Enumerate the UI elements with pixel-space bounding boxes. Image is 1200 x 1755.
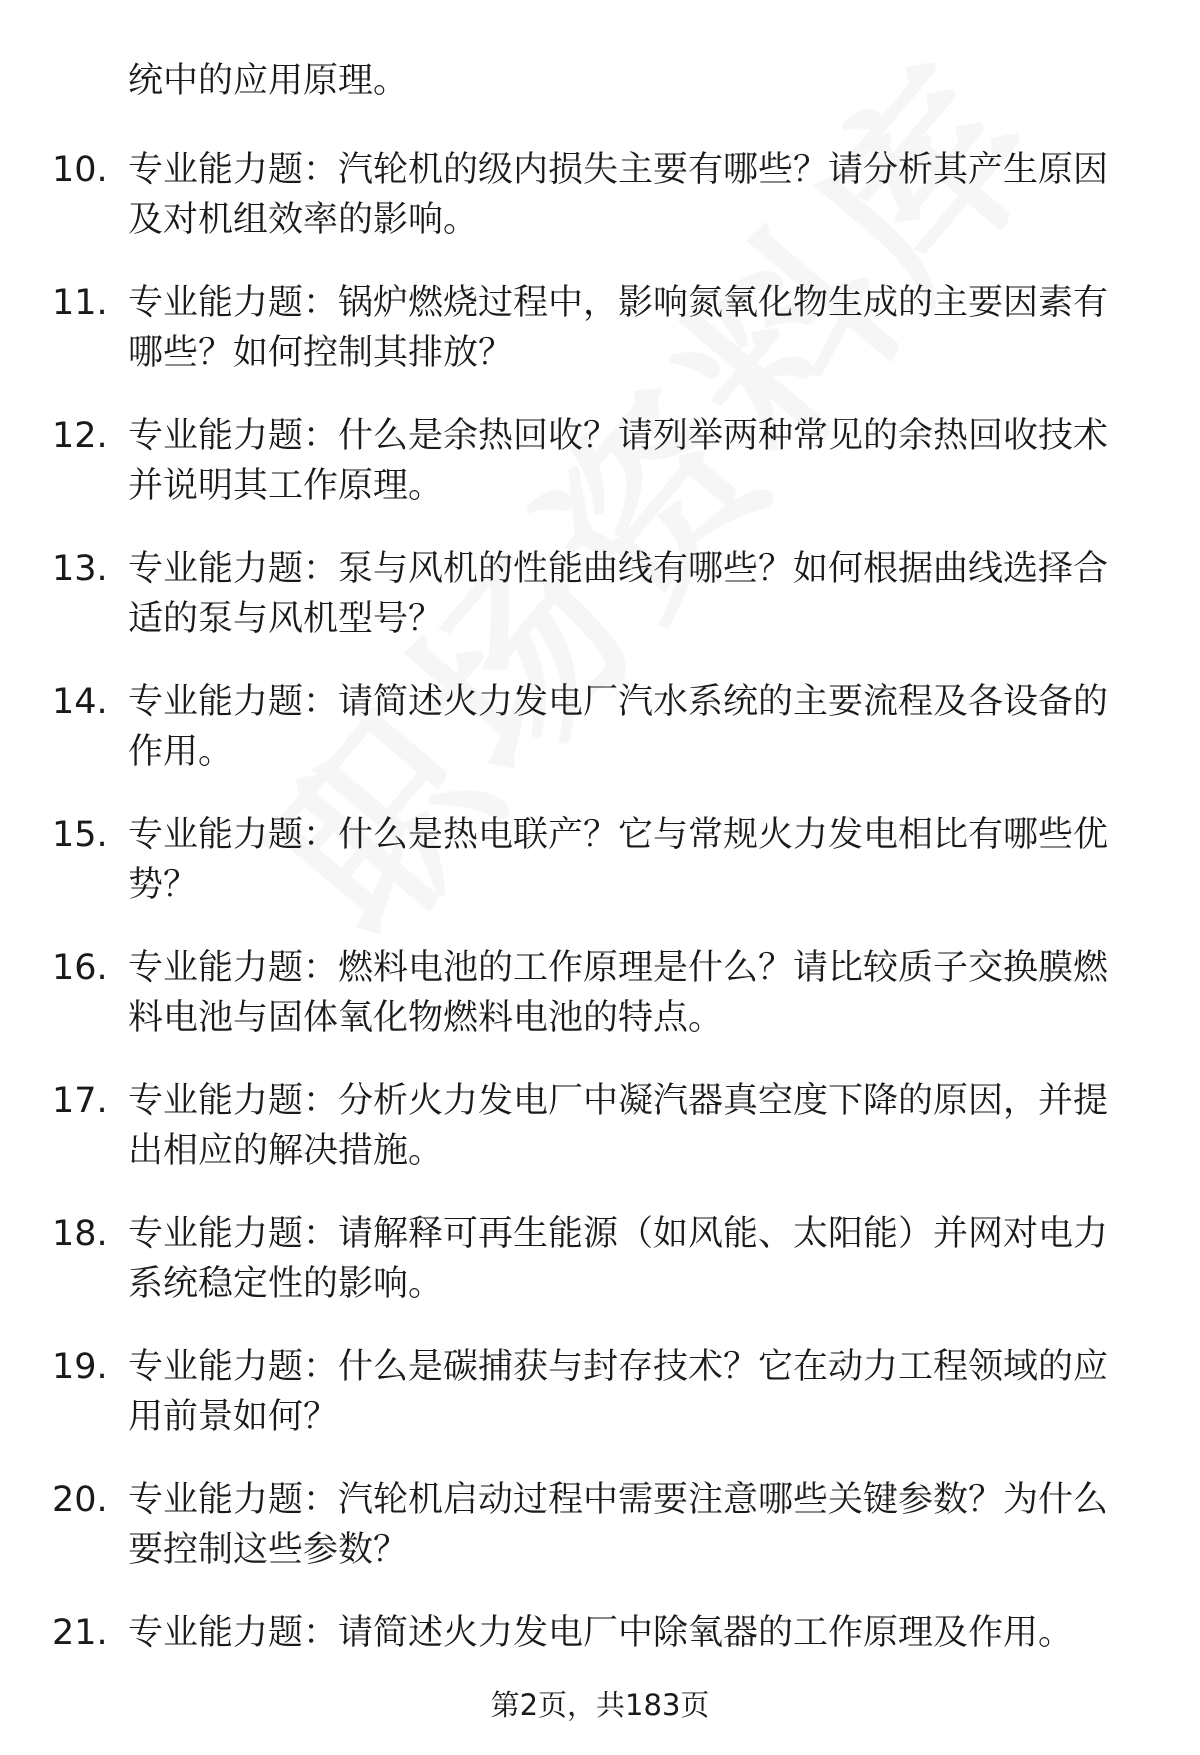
list-item (0, 544, 1200, 677)
question-number: 12. (52, 416, 108, 456)
question-number: 20. (52, 1480, 108, 1520)
question-text: 专业能力题：锅炉燃烧过程中，影响氮氧化物生成的主要因素有哪些？如何控制其排放？ (128, 283, 1109, 373)
question-text: 专业能力题：分析火力发电厂中凝汽器真空度下降的原因，并提出相应的解决措施。 (128, 1081, 1109, 1171)
question-number: 11. (52, 283, 108, 323)
question-text: 专业能力题：请简述火力发电厂汽水系统的主要流程及各设备的作用。 (128, 682, 1109, 772)
list-item (0, 411, 1200, 544)
question-number: 17. (52, 1081, 108, 1121)
question-list (0, 145, 1200, 1741)
continuation-text: 统中的应用原理。 (128, 61, 409, 101)
question-number: 15. (52, 815, 108, 855)
list-item (0, 278, 1200, 411)
list-item (0, 1209, 1200, 1342)
question-number: 10. (52, 150, 108, 190)
question-number: 18. (52, 1214, 108, 1254)
list-item (0, 1342, 1200, 1475)
question-text: 专业能力题：汽轮机的级内损失主要有哪些？请分析其产生原因及对机组效率的影响。 (128, 150, 1109, 240)
list-item (0, 145, 1200, 278)
list-item (0, 677, 1200, 810)
question-text: 专业能力题：汽轮机启动过程中需要注意哪些关键参数？为什么要控制这些参数？ (128, 1480, 1109, 1570)
question-text: 专业能力题：什么是余热回收？请列举两种常见的余热回收技术并说明其工作原理。 (128, 416, 1109, 506)
question-number: 14. (52, 682, 108, 722)
question-text: 专业能力题：什么是碳捕获与封存技术？它在动力工程领域的应用前景如何？ (128, 1347, 1109, 1437)
question-text: 专业能力题：泵与风机的性能曲线有哪些？如何根据曲线选择合适的泵与风机型号？ (128, 549, 1109, 639)
question-text: 专业能力题：什么是热电联产？它与常规火力发电相比有哪些优势？ (128, 815, 1109, 905)
question-text: 专业能力题：请解释可再生能源（如风能、太阳能）并网对电力系统稳定性的影响。 (128, 1214, 1109, 1304)
page-footer: 第2页，共183页 (490, 1688, 710, 1722)
list-item (0, 1475, 1200, 1608)
question-number: 19. (52, 1347, 108, 1387)
list-item (0, 810, 1200, 943)
list-item (0, 1076, 1200, 1209)
list-item (0, 943, 1200, 1076)
question-number: 21. (52, 1613, 108, 1653)
question-number: 16. (52, 948, 108, 988)
question-text: 专业能力题：燃料电池的工作原理是什么？请比较质子交换膜燃料电池与固体氧化物燃料电池的特点。 (128, 948, 1109, 1038)
question-text: 专业能力题：请简述火力发电厂中除氧器的工作原理及作用。 (128, 1613, 1074, 1653)
question-number: 13. (52, 549, 108, 589)
